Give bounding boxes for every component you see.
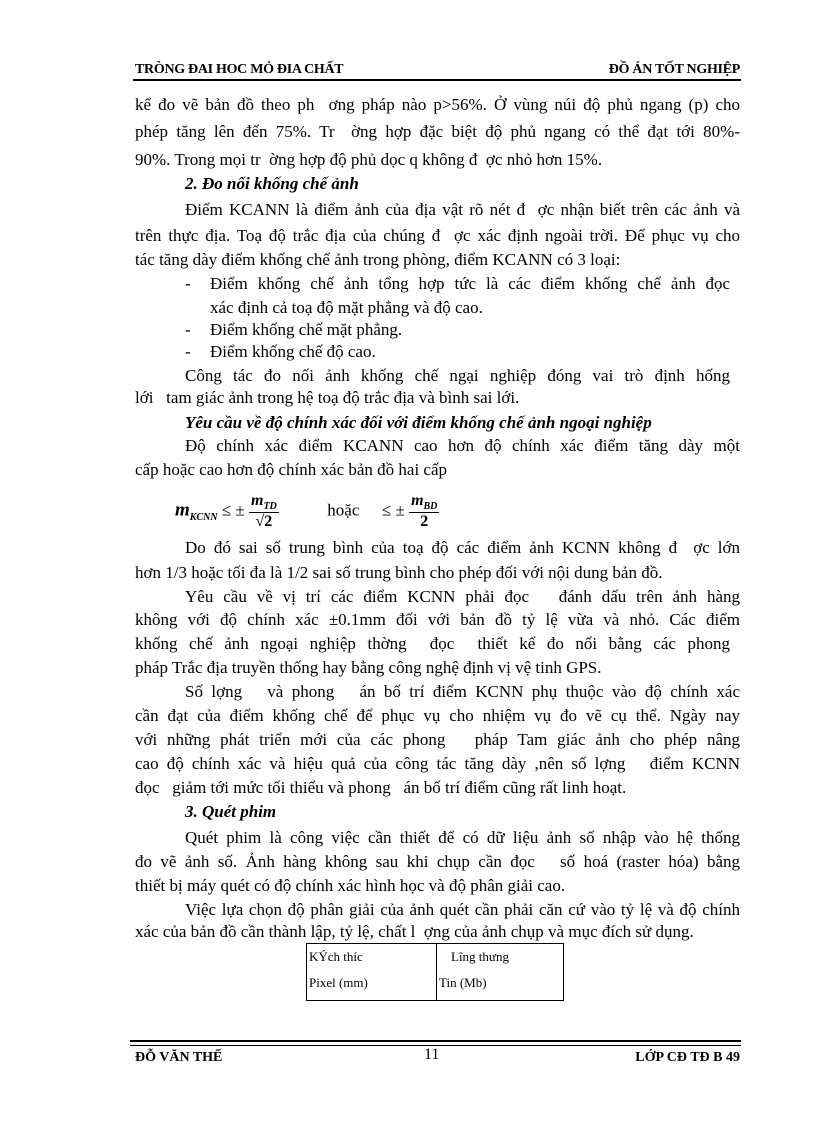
list-item-continuation: xác định cả toạ độ mặt phẳng và độ cao. bbox=[210, 298, 483, 317]
column-header-line: KÝch thíc bbox=[309, 949, 363, 964]
paragraph-line: hơn 1/3 hoặc tối đa là 1/2 sai số trung bình cho phép đối với nội dung bản đồ. bbox=[135, 563, 663, 582]
paragraph-line: thiết bị máy quét có độ chính xác hình học và độ phân giải cao. bbox=[135, 876, 566, 895]
accuracy-formula bbox=[175, 492, 439, 536]
paragraph-line: Yêu cầu về vị trí các điểm KCNN phải đọc đánh dấu trên ảnh hàng bbox=[185, 587, 740, 606]
list-item: Điểm khống chế độ cao. bbox=[210, 342, 376, 361]
footer-class: LỚP CĐ TĐ B 49 bbox=[635, 1050, 740, 1065]
table-row bbox=[307, 944, 564, 1001]
paragraph-line: Công tác đo nối ảnh khống chế ngại nghiệp đóng vai trò định hống bbox=[185, 366, 730, 385]
column-header-line: Tin (Mb) bbox=[439, 975, 487, 990]
header-rule bbox=[133, 79, 741, 81]
paragraph-line: đo vẽ ảnh số. Ảnh hàng không sau khi chụp cần đọc số hoá (raster hóa) bằng bbox=[135, 852, 740, 871]
paragraph-line: khống chế ảnh ngoại nghiệp thờng đọc thiết kế đo nối bằng các phong bbox=[135, 634, 730, 653]
scan-resolution-table bbox=[306, 943, 564, 1001]
paragraph-line: Độ chính xác điểm KCANN cao hơn độ chính xác điểm tăng dày một bbox=[185, 436, 740, 455]
paragraph-line: cấp hoặc cao hơn độ chính xác bản đồ hai cấp bbox=[135, 460, 448, 479]
paragraph-line: 90%. Trong mọi tr ờng hợp độ phủ dọc q không đ ợc nhỏ hơn 15%. bbox=[135, 150, 603, 169]
paragraph-line: Việc lựa chọn độ phân giải của ảnh quét cần phải căn cứ vào tỷ lệ và độ chính bbox=[185, 900, 740, 919]
page-number: 11 bbox=[424, 1046, 440, 1063]
header-school: TRÒNG ĐAI HOC MỎ ĐIA CHẤT bbox=[135, 62, 344, 77]
column-header-line: Lîng thưng bbox=[451, 949, 509, 964]
formula-operator: ≤ ± bbox=[381, 500, 405, 520]
formula-lhs: m bbox=[175, 499, 190, 521]
formula-or: hoặc bbox=[327, 500, 360, 520]
paragraph-line: lới tam giác ảnh trong hệ toạ độ trắc địa và bình sai lới. bbox=[135, 388, 520, 407]
paragraph-line: Do đó sai số trung bình của toạ độ các điểm ảnh KCNN không đ ợc lớn bbox=[185, 538, 740, 557]
bullet-marker: - bbox=[185, 320, 191, 339]
paragraph-line: Số lợng và phong án bố trí điểm KCNN phụ thuộc vào độ chính xác bbox=[185, 682, 740, 701]
paragraph-line: đọc giảm tới mức tối thiểu và phong án bố trí điểm cũng rất linh hoạt. bbox=[135, 778, 627, 797]
paragraph-line: Điểm KCANN là điểm ảnh của địa vật rõ nét đ ợc nhận biết trên các ảnh và bbox=[185, 200, 740, 219]
paragraph-line: cao độ chính xác và hiệu quả của công tác tăng dày ,nên số lợng điểm KCNN bbox=[135, 754, 740, 773]
paragraph-line: phép tăng lên đến 75%. Tr ờng hợp đặc biệt độ phủ ngang có thể đạt tới 80%- bbox=[135, 122, 740, 141]
table-cell bbox=[437, 944, 564, 1001]
numerator-sub: TD bbox=[263, 501, 277, 513]
bullet-marker: - bbox=[185, 274, 191, 293]
footer-author: ĐỖ VĂN THẾ bbox=[135, 1050, 223, 1065]
paragraph-line: tác tăng dày điểm khống chế ảnh trong phòng, điểm KCANN có 3 loại: bbox=[135, 250, 621, 269]
subheading: Yêu cầu về độ chính xác đối với điểm khống chế ảnh ngoại nghiệp bbox=[185, 413, 652, 432]
formula-operator: ≤ ± bbox=[221, 500, 245, 520]
paragraph-line: với những phát triển mới của các phong pháp Tam giác ảnh cho phép nâng bbox=[135, 730, 740, 749]
list-item: Điểm khống chế mặt phẳng. bbox=[210, 320, 403, 339]
paragraph-line: trên thực địa. Toạ độ trắc địa của chúng đ ợc xác định ngoài trời. Để phục vụ cho bbox=[135, 226, 740, 245]
paragraph-line: xác của bản đồ cần thành lập, tỷ lệ, chất l ợng của ảnh chụp và mục đích sử dụng. bbox=[135, 922, 694, 941]
denominator: 2 bbox=[420, 513, 429, 531]
fraction-td bbox=[249, 492, 279, 531]
paragraph-line: pháp Trắc địa truyền thống hay bằng công nghệ định vị vệ tinh GPS. bbox=[135, 658, 602, 677]
column-header-line: Pixel (mm) bbox=[309, 975, 368, 990]
section-heading: 2. Đo nối khống chế ảnh bbox=[185, 174, 359, 193]
list-item: Điểm khống chế ảnh tổng hợp tức là các điểm khống chế ảnh đọc bbox=[210, 274, 730, 293]
paragraph-line: cần đạt của điểm khống chế để phục vụ cho nhiệm vụ đo vẽ cụ thể. Ngày nay bbox=[135, 706, 740, 725]
table-cell bbox=[307, 944, 437, 1001]
header-title: ĐỒ ÁN TỐT NGHIỆP bbox=[608, 62, 740, 77]
numerator: m bbox=[411, 492, 424, 509]
denominator: √2 bbox=[255, 513, 273, 531]
bullet-marker: - bbox=[185, 342, 191, 361]
numerator: m bbox=[251, 492, 264, 509]
paragraph-line: Quét phim là công việc cần thiết để có dữ liệu ảnh số nhập vào hệ thống bbox=[185, 828, 740, 847]
formula-lhs-sub: KCNN bbox=[189, 511, 218, 523]
numerator-sub: BD bbox=[423, 501, 438, 513]
fraction-bd bbox=[409, 492, 439, 531]
paragraph-line: không với độ chính xác ±0.1mm đối với bản đồ tỷ lệ vừa và nhỏ. Các điểm bbox=[135, 610, 740, 629]
paragraph-line: kể đo vẽ bản đồ theo ph ơng pháp nào p>56%. Ở vùng núi độ phủ ngang (p) cho bbox=[135, 95, 740, 114]
section-heading: 3. Quét phim bbox=[185, 802, 277, 821]
